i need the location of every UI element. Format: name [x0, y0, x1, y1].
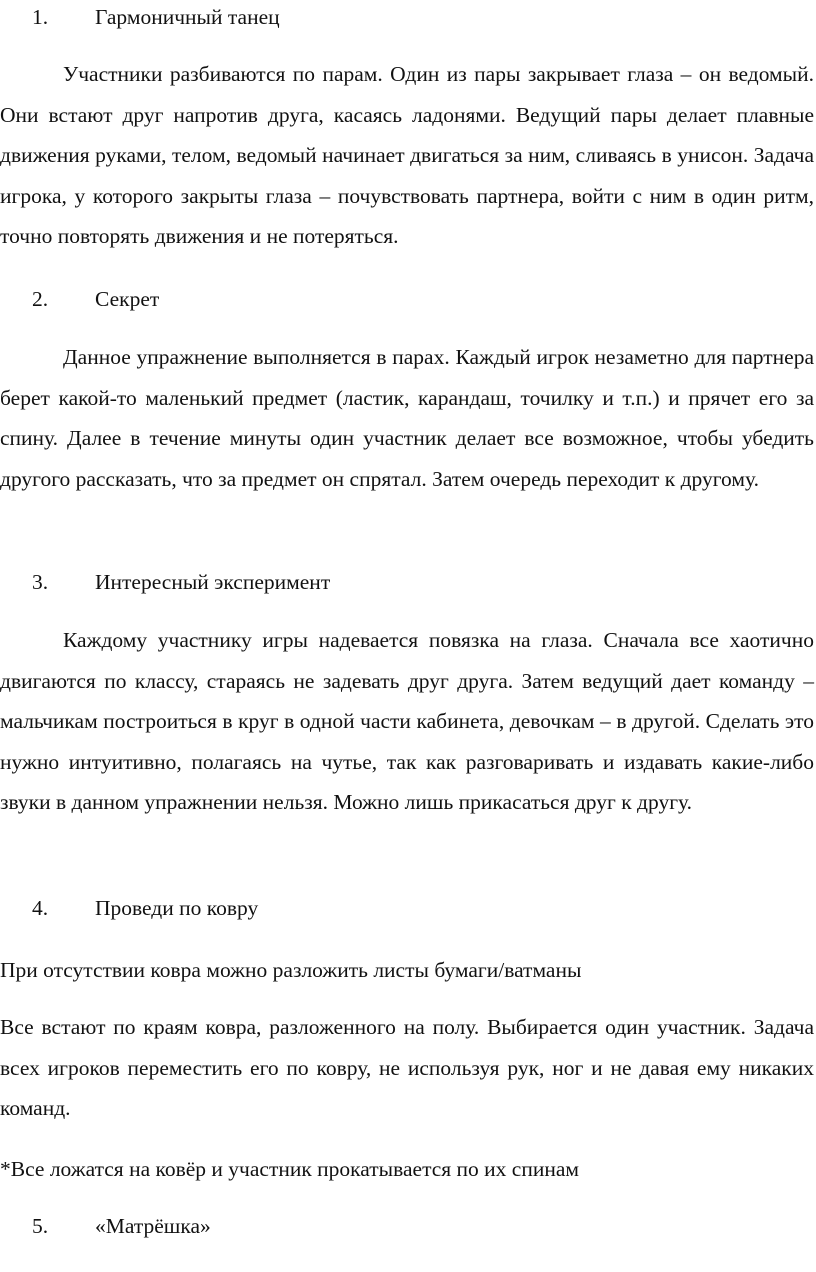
section-paragraph: Данное упражнение выполняется в парах. Каждый игрок незаметно для партнера берет какой-то маленький предмет (ластик, карандаш, точилку и т.п.) и прячет его за спину. Далее в течение минуты один участник делает все возможное, чтобы убедить другого рассказать, что за предмет он спрятал. Затем очередь переходит к другому.: [0, 345, 814, 491]
section-paragraph: Каждому участнику игры надевается повязка на глаза. Сначала все хаотично двигаются по классу, стараясь не задевать друг друга. Затем ведущий дает команду – мальчикам построиться в круг в одной части кабинета, девочкам – в другой. Сделать это нужно интуитивно, полагаясь на чутье, так как разговаривать и издавать какие-либо звуки в данном упражнении нельзя. Можно лишь прикасаться друг к другу.: [0, 628, 814, 815]
section-number: 3.: [32, 570, 49, 594]
section-title: Проведи по ковру: [95, 896, 259, 920]
section-title: Интересный эксперимент: [95, 570, 331, 594]
section-paragraph: Участники разбиваются по парам. Один из пары закрывает глаза – он ведомый. Они встают друг напротив друга, касаясь ладонями. Ведущий пары делает плавные движения руками, телом, ведомый начинает двигаться за ним, сливаясь в унисон. Задача игрока, у которого закрыты глаза – почувствовать партнера, войти с ним в один ритм, точно повторять движения и не потеряться.: [0, 62, 814, 249]
section-title: «Матрёшка»: [95, 1214, 211, 1238]
section-note: *Все ложатся на ковёр и участник прокатывается по их спинам: [0, 1157, 580, 1181]
section-paragraph: Все встают по краям ковра, разложенного на полу. Выбирается один участник. Задача всех игроков переместить его по ковру, не используя рук, ног и не давая ему никаких команд.: [0, 1015, 814, 1121]
section-title: Гармоничный танец: [95, 5, 280, 29]
section-number: 1.: [32, 5, 49, 29]
section-title: Секрет: [95, 287, 160, 311]
section-number: 5.: [32, 1214, 49, 1238]
section-paragraph: При отсутствии ковра можно разложить листы бумаги/ватманы: [0, 958, 582, 982]
section-number: 2.: [32, 287, 49, 311]
section-number: 4.: [32, 896, 49, 920]
